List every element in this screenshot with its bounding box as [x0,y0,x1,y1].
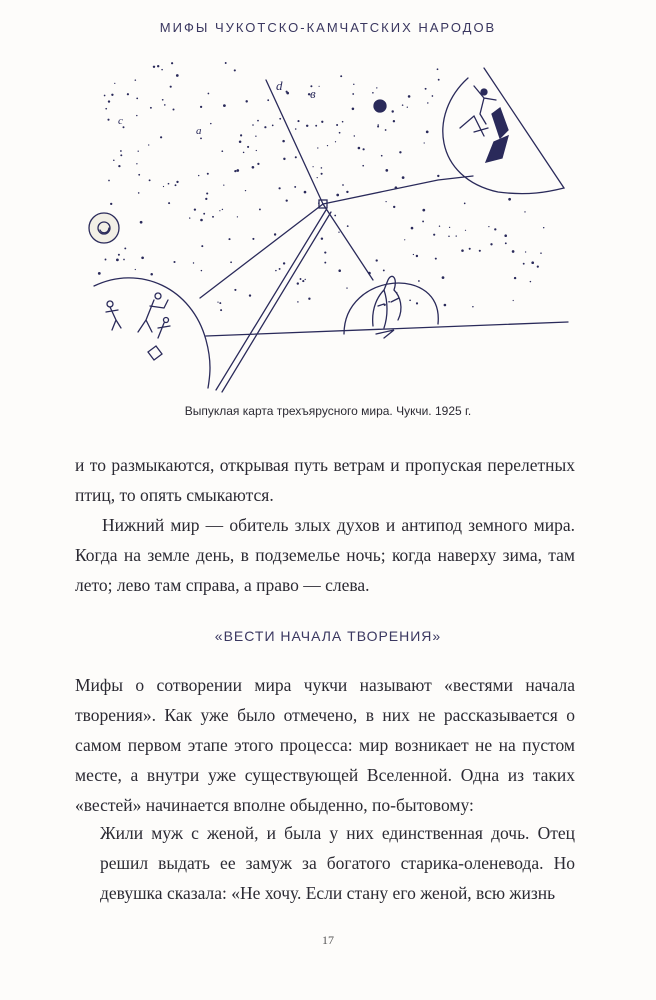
star-dot [488,226,489,227]
star-dot [393,206,395,208]
star-dot [168,202,170,204]
star-dot [252,124,254,126]
divider-line [323,176,473,204]
star-dot [236,169,239,172]
star-dot [225,62,227,64]
star-dot [120,154,122,156]
star-dot [118,165,120,167]
star-dot [295,128,297,130]
star-dot [256,150,257,151]
star-dot [353,84,354,85]
star-dot [294,186,296,188]
star-dot [252,166,255,169]
star-dot [524,211,525,212]
star-dot [272,125,274,127]
star-dot [223,104,226,107]
star-dot [490,243,492,245]
star-dot [433,234,435,236]
star-dot [234,170,236,172]
star-dot [283,262,285,264]
star-dot [399,151,401,153]
star-dot [283,158,285,160]
sketch-letter: a [196,125,202,137]
star-dot [448,236,450,238]
star-dot [252,238,254,240]
star-dot [237,216,238,217]
section-title: «ВЕСТИ НАЧАЛА ТВОРЕНИЯ» [214,628,442,644]
star-dot [234,69,236,71]
star-dot [295,156,297,158]
star-dot [279,118,281,120]
moon-symbol [374,100,386,112]
star-dot [259,208,261,210]
star-dot [297,120,299,122]
star-dot [200,219,203,222]
star-dot [297,282,299,284]
star-dot [302,280,304,282]
star-dot [393,120,395,122]
milky-way-band [216,210,326,390]
star-dot [347,225,349,227]
star-dot [219,302,221,304]
sketch-letter: в [310,86,316,101]
star-dot [149,179,151,181]
star-dot [207,173,209,175]
star-dot [104,95,106,97]
star-dot [464,203,466,205]
star-dot [245,100,247,102]
star-dot [141,256,144,259]
star-dot [363,148,365,150]
star-dot [321,173,323,175]
star-dot [354,135,355,136]
star-dot [381,155,383,157]
sketch-letter: d [276,78,283,93]
star-dot [203,213,205,215]
star-dot [210,123,211,124]
star-dot [362,165,364,167]
star-dot [176,74,179,77]
star-dot [110,203,112,205]
star-dot [136,115,137,116]
stars-scatter [98,62,545,311]
star-dot [404,239,405,240]
star-dot [108,100,110,102]
star-dot [240,134,242,136]
star-dot [449,227,450,228]
star-dot [338,232,339,233]
star-dot [338,269,341,272]
star-dot [543,227,544,228]
star-dot [239,140,242,143]
star-dot [282,140,285,143]
star-dot [352,108,355,111]
star-dot [297,301,299,303]
star-dot [304,191,307,194]
star-dot [220,309,222,311]
body-paragraph: Нижний мир — обитель злых духов и антипод земного мира. Когда на земле день, в подземелье ночь; когда наверху зима, там лето; лево там справа, а право — слева. [75,515,575,595]
star-dot [402,104,404,106]
star-dot [171,62,173,64]
star-dot [513,300,514,301]
star-dot [306,125,308,127]
star-dot [168,183,170,185]
star-dot [136,163,137,164]
star-dot [157,65,159,67]
star-dot [377,124,379,126]
star-dot [113,159,115,161]
star-dot [508,198,511,201]
star-dot [336,124,338,126]
star-dot [249,294,251,296]
star-dot [200,106,202,108]
star-dot [138,151,139,152]
star-dot [324,252,326,254]
star-dot [98,272,101,275]
quoted-passage: Жили муж с женой, и была у них единственная дочь. Отец решил выдать ее замуж за богатого старика-оленевода. Но девушка сказала: «Не хочу. Если стану его женой, всю жизнь [100,823,575,903]
star-dot [531,261,534,264]
star-dot [138,192,140,194]
divider-line [323,204,373,280]
star-dot [118,254,120,256]
left-hill [94,278,210,388]
star-dot [194,208,196,210]
star-dot [217,301,218,302]
star-dot [439,225,440,226]
star-dot [255,136,256,137]
star-dot [409,299,411,301]
star-dot [376,259,378,261]
star-dot [164,104,166,106]
star-dot [437,68,439,70]
star-dot [222,209,223,210]
upper-figures [460,86,508,162]
star-dot [479,250,481,252]
star-dot [140,221,143,224]
star-dot [150,273,153,276]
star-dot [413,254,414,255]
star-dot [135,269,136,270]
divider-line [200,204,323,298]
star-dot [346,287,347,288]
star-dot [427,102,428,103]
star-dot [170,86,172,88]
star-dot [275,270,276,271]
star-dot [540,252,542,254]
star-dot [402,176,405,179]
star-dot [494,228,496,230]
star-dot [385,129,387,131]
star-dot [176,181,178,183]
star-dot [172,108,174,110]
star-dot [346,191,348,193]
star-dot [317,147,318,148]
star-dot [305,279,306,280]
star-dot [114,83,115,84]
star-dot [189,217,190,218]
star-dot [530,281,531,282]
star-dot [383,269,385,271]
star-dot [321,237,323,239]
star-dot [512,250,515,253]
running-head: МИФЫ ЧУКОТСКО-КАМЧАТСКИХ НАРОДОВ [159,20,497,35]
body-paragraph: Мифы о сотворении мира чукчи называют «вестями начала творения». Как уже было отмечено, в них не рассказывается о самом первом этапе этого процесса: мир возникает не на пустом месте, а внутри уже существующей Вселенной. Одна из таких «вестей» начинается вполне обыденно, по-бытовому: [75,675,575,815]
star-dot [334,215,336,217]
star-dot [286,199,288,201]
left-figures [106,293,170,360]
star-dot [279,268,281,270]
star-dot [111,94,113,96]
star-dot [201,270,202,271]
star-dot [504,234,507,237]
star-dot [425,88,427,90]
star-dot [358,147,361,150]
star-dot [123,259,125,261]
star-dot [160,136,162,138]
star-dot [138,174,140,176]
star-dot [286,91,288,93]
page-number: 17 [322,933,334,947]
star-dot [418,280,420,282]
star-dot [339,132,341,134]
star-dot [472,306,473,307]
star-dot [245,190,246,191]
star-dot [162,99,164,101]
star-dot [438,79,440,81]
star-dot [376,87,377,88]
star-dot [198,175,199,176]
star-dot [312,166,313,167]
star-dot [523,263,525,265]
star-dot [120,150,122,152]
star-dot [136,98,138,100]
star-dot [223,184,224,185]
star-dot [243,152,245,154]
star-dot [465,230,466,231]
star-dot [385,201,386,202]
star-dot [327,145,328,146]
star-dot [525,251,526,252]
star-dot [264,126,266,128]
star-dot [435,258,437,260]
star-dot [422,220,424,222]
star-dot [391,110,393,112]
star-dot [340,75,342,77]
star-dot [221,150,223,152]
star-dot [422,209,425,212]
star-dot [208,93,210,95]
star-dot [444,304,447,307]
star-dot [308,298,310,300]
star-dot [437,175,439,177]
star-dot [537,266,539,268]
star-dot [107,119,109,121]
star-dot [108,180,110,182]
star-dot [274,233,276,235]
star-dot [175,184,177,186]
star-dot [442,276,445,279]
star-dot [407,107,408,108]
figure-caption: Выпуклая карта трехъярусного мира. Чукчи. 1925 г. [184,404,472,418]
star-dot [135,79,137,81]
star-dot [230,261,232,263]
star-dot [153,66,155,68]
star-dot [416,255,418,257]
star-dot [377,126,379,128]
star-dot [514,277,516,279]
star-dot [342,121,344,123]
star-dot [315,125,317,127]
star-dot [461,249,464,252]
star-dot [173,261,175,263]
star-dot [205,198,207,200]
world-map-illustration [88,58,574,398]
star-dot [469,248,471,250]
star-dot [321,167,323,169]
star-dot [300,278,302,280]
star-dot [432,95,434,97]
star-dot [161,69,163,71]
star-dot [212,216,214,218]
star-dot [116,259,119,262]
star-dot [336,194,339,197]
sketch-letter: c [118,115,123,127]
star-dot [105,108,107,110]
star-dot [388,301,390,303]
star-dot [124,247,126,249]
star-dot [150,107,152,109]
star-dot [372,92,374,94]
star-dot [257,120,259,122]
star-dot [228,238,230,240]
star-dot [127,93,129,95]
star-dot [193,262,194,263]
star-dot [505,242,507,244]
star-dot [456,235,457,236]
central-dome [344,283,438,334]
star-dot [319,86,320,87]
star-dot [352,93,354,95]
star-dot [219,210,220,211]
star-dot [335,141,336,142]
star-dot [324,262,326,264]
star-dot [411,227,414,230]
star-dot [385,169,388,172]
star-dot [321,121,323,123]
star-dot [257,163,259,165]
star-dot [201,245,203,247]
star-dot [247,146,249,148]
star-dot [426,131,429,134]
star-dot [342,184,344,186]
star-dot [317,177,318,178]
star-dot [424,142,425,143]
star-dot [163,186,164,187]
star-dot [148,144,149,145]
star-dot [206,192,208,194]
star-dot [105,259,107,261]
star-dot [416,302,418,304]
body-paragraph: и то размыкаются, открывая путь ветрам и пропуская перелетных птиц, то опять смыкаются. [75,455,575,505]
star-dot [267,99,269,101]
star-dot [234,289,236,291]
star-dot [200,137,202,139]
sun-symbol [89,213,119,243]
star-dot [408,95,411,98]
star-dot [278,187,280,189]
